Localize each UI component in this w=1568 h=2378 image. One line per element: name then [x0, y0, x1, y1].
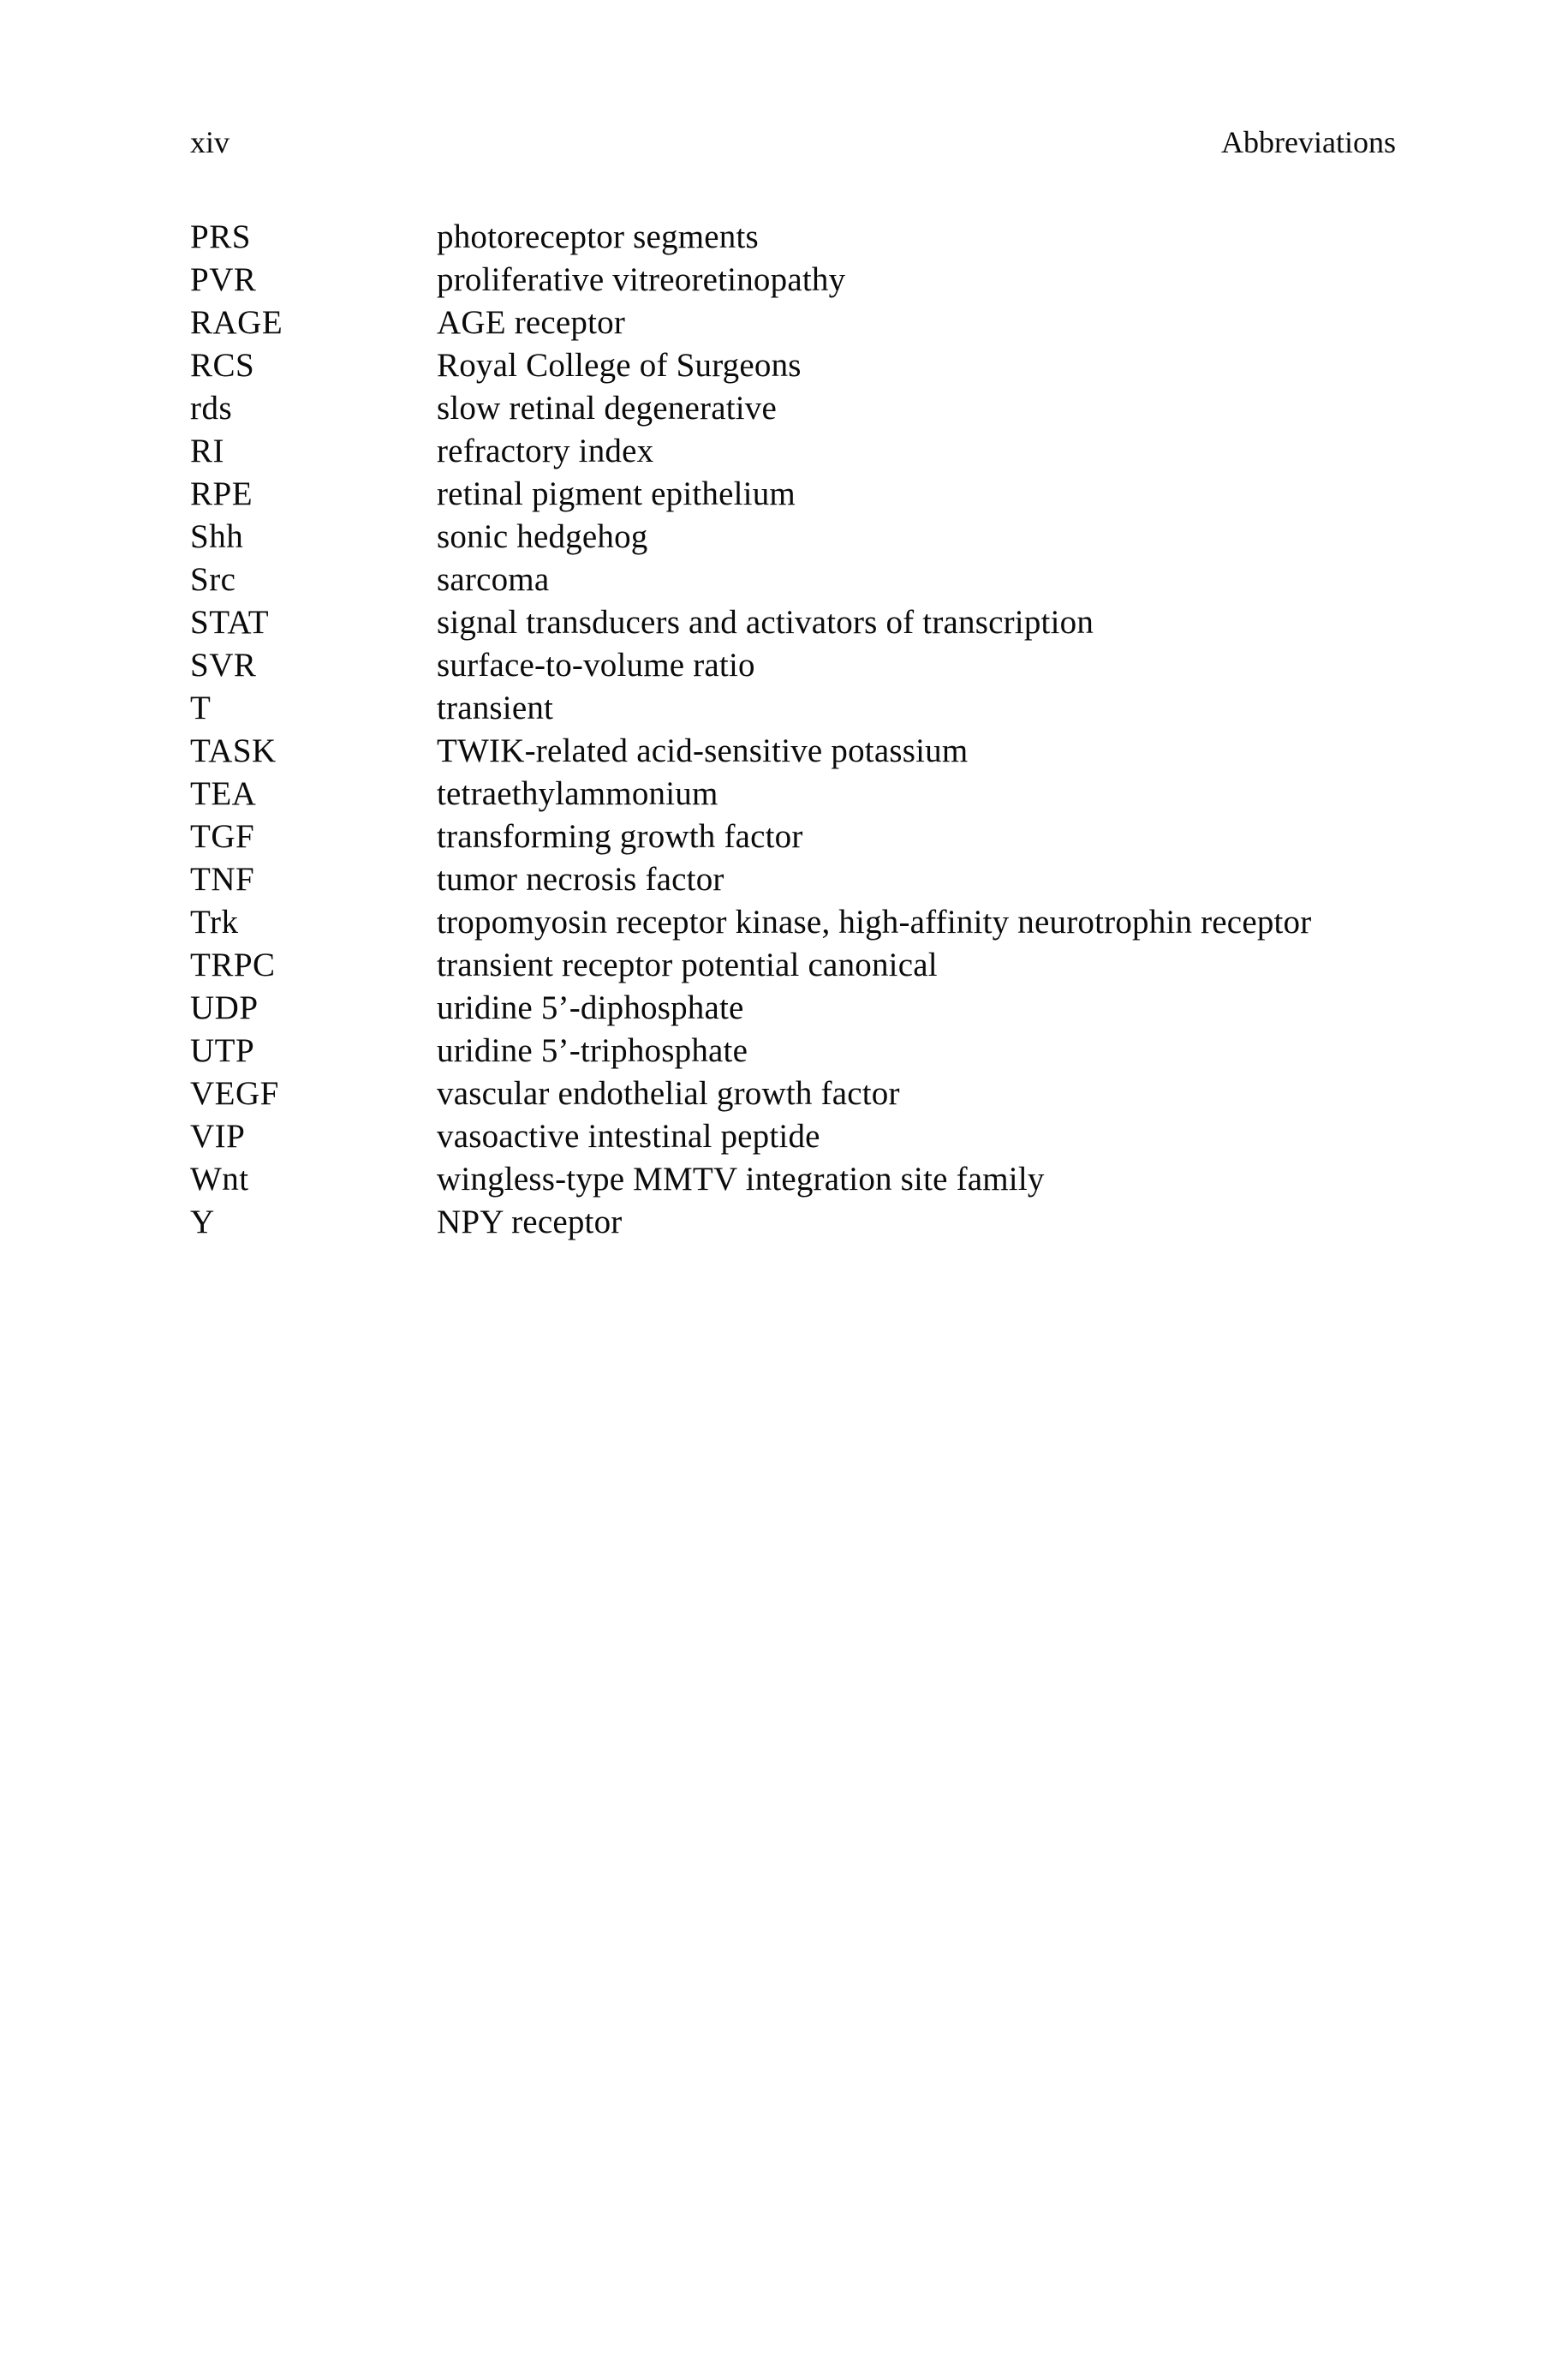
abbrev-row	[190, 387, 1526, 430]
abbrev-definition: wingless-type MMTV integration site family	[437, 1161, 1045, 1198]
abbrev-term: UTP	[190, 1032, 255, 1069]
abbrev-row	[190, 259, 1526, 302]
abbrev-term: rds	[190, 390, 233, 427]
abbrev-row	[190, 644, 1526, 687]
page-number: xiv	[190, 125, 230, 159]
abbrev-definition: signal transducers and activators of transcription	[437, 604, 1094, 641]
abbrev-term: TNF	[190, 861, 255, 898]
abbrev-term: RCS	[190, 347, 255, 384]
abbrev-definition: refractory index	[437, 433, 654, 469]
abbrev-row	[190, 773, 1526, 816]
abbrev-term: Shh	[190, 518, 244, 555]
abbrev-row	[190, 430, 1526, 473]
abbrev-row	[190, 944, 1526, 987]
abbrev-term: Src	[190, 561, 236, 598]
abbrev-definition: NPY receptor	[437, 1204, 623, 1240]
abbrev-row	[190, 901, 1526, 944]
abbrev-row	[190, 987, 1526, 1030]
abbrev-term: Y	[190, 1204, 215, 1240]
abbreviation-list	[190, 216, 1526, 1244]
abbrev-term: TASK	[190, 732, 277, 769]
abbrev-definition: TWIK-related acid-sensitive potassium	[437, 732, 969, 769]
abbrev-term: T	[190, 690, 212, 726]
abbrev-term: Wnt	[190, 1161, 249, 1198]
abbrev-row	[190, 473, 1526, 516]
abbrev-definition: uridine 5’-diphosphate	[437, 989, 744, 1026]
abbrev-term: RAGE	[190, 304, 283, 341]
abbrev-definition: sarcoma	[437, 561, 550, 598]
abbrev-row	[190, 344, 1526, 387]
abbrev-term: SVR	[190, 647, 257, 684]
abbrev-row	[190, 1115, 1526, 1158]
abbrev-definition: retinal pigment epithelium	[437, 475, 796, 512]
abbrev-term: PVR	[190, 261, 257, 298]
abbrev-definition: surface-to-volume ratio	[437, 647, 755, 684]
abbrev-row	[190, 730, 1526, 773]
abbrev-row	[190, 1158, 1526, 1201]
abbrev-row	[190, 687, 1526, 730]
abbrev-term: TEA	[190, 775, 257, 812]
abbrev-row	[190, 816, 1526, 858]
abbrev-row	[190, 858, 1526, 901]
abbrev-term: VEGF	[190, 1075, 279, 1112]
abbrev-definition: uridine 5’-triphosphate	[437, 1032, 748, 1069]
abbrev-row	[190, 302, 1526, 344]
running-head	[190, 125, 1396, 159]
abbrev-definition: slow retinal degenerative	[437, 390, 777, 427]
abbrev-term: STAT	[190, 604, 270, 641]
abbrev-term: RPE	[190, 475, 253, 512]
abbrev-definition: transient receptor potential canonical	[437, 947, 938, 983]
abbrev-term: PRS	[190, 218, 251, 255]
abbrev-definition: Royal College of Surgeons	[437, 347, 802, 384]
abbrev-term: VIP	[190, 1118, 246, 1155]
abbrev-definition: proliferative vitreoretinopathy	[437, 261, 846, 298]
abbrev-row	[190, 216, 1526, 259]
abbrev-row	[190, 516, 1526, 559]
abbrev-term: TRPC	[190, 947, 276, 983]
abbrev-term: Trk	[190, 904, 239, 941]
running-title: Abbreviations	[1221, 125, 1396, 159]
abbrev-row	[190, 1030, 1526, 1072]
abbrev-definition: vascular endothelial growth factor	[437, 1075, 900, 1112]
abbrev-row	[190, 601, 1526, 644]
abbrev-row	[190, 1201, 1526, 1244]
abbrev-term: RI	[190, 433, 224, 469]
abbrev-definition: transforming growth factor	[437, 818, 803, 855]
abbrev-definition: vasoactive intestinal peptide	[437, 1118, 820, 1155]
abbrev-term: UDP	[190, 989, 259, 1026]
abbrev-definition: AGE receptor	[437, 304, 626, 341]
abbrev-row	[190, 559, 1526, 601]
abbrev-definition: photoreceptor segments	[437, 218, 759, 255]
abbrev-row	[190, 1072, 1526, 1115]
abbrev-definition: transient	[437, 690, 554, 726]
abbrev-term: TGF	[190, 818, 255, 855]
abbrev-definition: sonic hedgehog	[437, 518, 648, 555]
abbrev-definition: tropomyosin receptor kinase, high-affinity neurotrophin receptor	[437, 904, 1312, 941]
abbrev-definition: tumor necrosis factor	[437, 861, 724, 898]
abbrev-definition: tetraethylammonium	[437, 775, 718, 812]
